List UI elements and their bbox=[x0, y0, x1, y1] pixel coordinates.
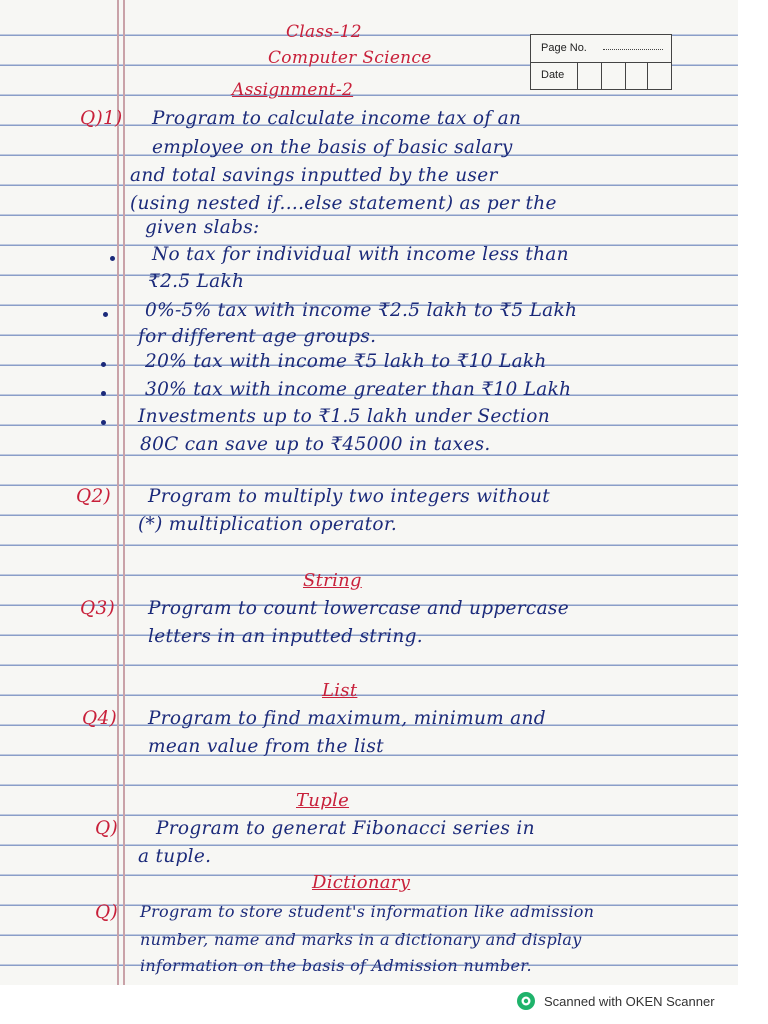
date-cell bbox=[625, 62, 646, 89]
q1-line: employee on the basis of basic salary bbox=[152, 137, 513, 158]
question-label-q4: Q4) bbox=[82, 708, 118, 729]
date-cell bbox=[647, 62, 668, 89]
date-cell bbox=[601, 62, 622, 89]
question-label-q3: Q3) bbox=[80, 598, 116, 619]
section-heading-string: String bbox=[303, 570, 362, 591]
question-label-q6: Q) bbox=[95, 902, 118, 923]
q1-bullet-text: 30% tax with income greater than ₹10 Lakh bbox=[145, 379, 572, 400]
q3-line: Program to count lowercase and uppercase bbox=[148, 598, 569, 619]
q1-line: Program to calculate income tax of an bbox=[152, 108, 522, 129]
q4-line: mean value from the list bbox=[148, 736, 384, 757]
q5-line: Program to generat Fibonacci series in bbox=[156, 818, 535, 839]
q1-line: and total savings inputted by the user bbox=[130, 165, 498, 186]
date-cell bbox=[577, 62, 598, 89]
q1-bullet-text: 80C can save up to ₹45000 in taxes. bbox=[140, 434, 491, 455]
q1-bullet-text: ₹2.5 Lakh bbox=[148, 271, 245, 292]
q1-line: (using nested if....else statement) as per the bbox=[130, 193, 557, 214]
q6-line: information on the basis of Admission number. bbox=[140, 956, 532, 975]
scanner-text: Scanned with OKEN Scanner bbox=[544, 993, 715, 1009]
q1-bullet-text: for different age groups. bbox=[138, 326, 377, 347]
subject-title: Computer Science bbox=[268, 48, 432, 68]
q1-bullet-text: 20% tax with income ₹5 lakh to ₹10 Lakh bbox=[145, 351, 547, 372]
question-label-q2: Q2) bbox=[76, 486, 112, 507]
section-heading-dictionary: Dictionary bbox=[312, 872, 411, 893]
bullet-dot bbox=[103, 312, 108, 317]
date-label: Date bbox=[541, 69, 565, 81]
q6-line: number, name and marks in a dictionary and display bbox=[140, 930, 582, 949]
bullet-dot bbox=[101, 420, 106, 425]
assignment-title: Assignment-2 bbox=[232, 80, 354, 100]
q5-line: a tuple. bbox=[138, 846, 212, 867]
q1-line: given slabs: bbox=[145, 217, 260, 238]
margin-line-right bbox=[123, 0, 125, 985]
q6-line: Program to store student's information like admission bbox=[140, 902, 595, 921]
date-row bbox=[531, 62, 671, 89]
section-heading-list: List bbox=[322, 680, 358, 701]
question-label-q1: Q)1) bbox=[80, 108, 123, 129]
bullet-dot bbox=[101, 362, 106, 367]
page-number-label: Page No. bbox=[541, 42, 587, 54]
class-title: Class-12 bbox=[286, 22, 362, 42]
q1-bullet-text: 0%-5% tax with income ₹2.5 lakh to ₹5 Lakh bbox=[145, 300, 578, 321]
oken-logo-icon bbox=[516, 991, 536, 1011]
section-heading-tuple: Tuple bbox=[296, 790, 350, 811]
scanner-watermark bbox=[516, 990, 715, 1012]
q4-line: Program to find maximum, minimum and bbox=[148, 708, 546, 729]
page-number-blank bbox=[603, 49, 663, 50]
q1-bullet-text: No tax for individual with income less than bbox=[152, 244, 569, 265]
page-number-row bbox=[531, 35, 671, 63]
q2-line: Program to multiply two integers without bbox=[148, 486, 550, 507]
q3-line: letters in an inputted string. bbox=[148, 626, 423, 647]
bullet-dot bbox=[110, 256, 115, 261]
question-label-q5: Q) bbox=[95, 818, 118, 839]
bullet-dot bbox=[101, 391, 106, 396]
q1-bullet-text: Investments up to ₹1.5 lakh under Section bbox=[138, 406, 550, 427]
q2-line: (*) multiplication operator. bbox=[138, 514, 398, 535]
page-number-box bbox=[530, 34, 672, 90]
